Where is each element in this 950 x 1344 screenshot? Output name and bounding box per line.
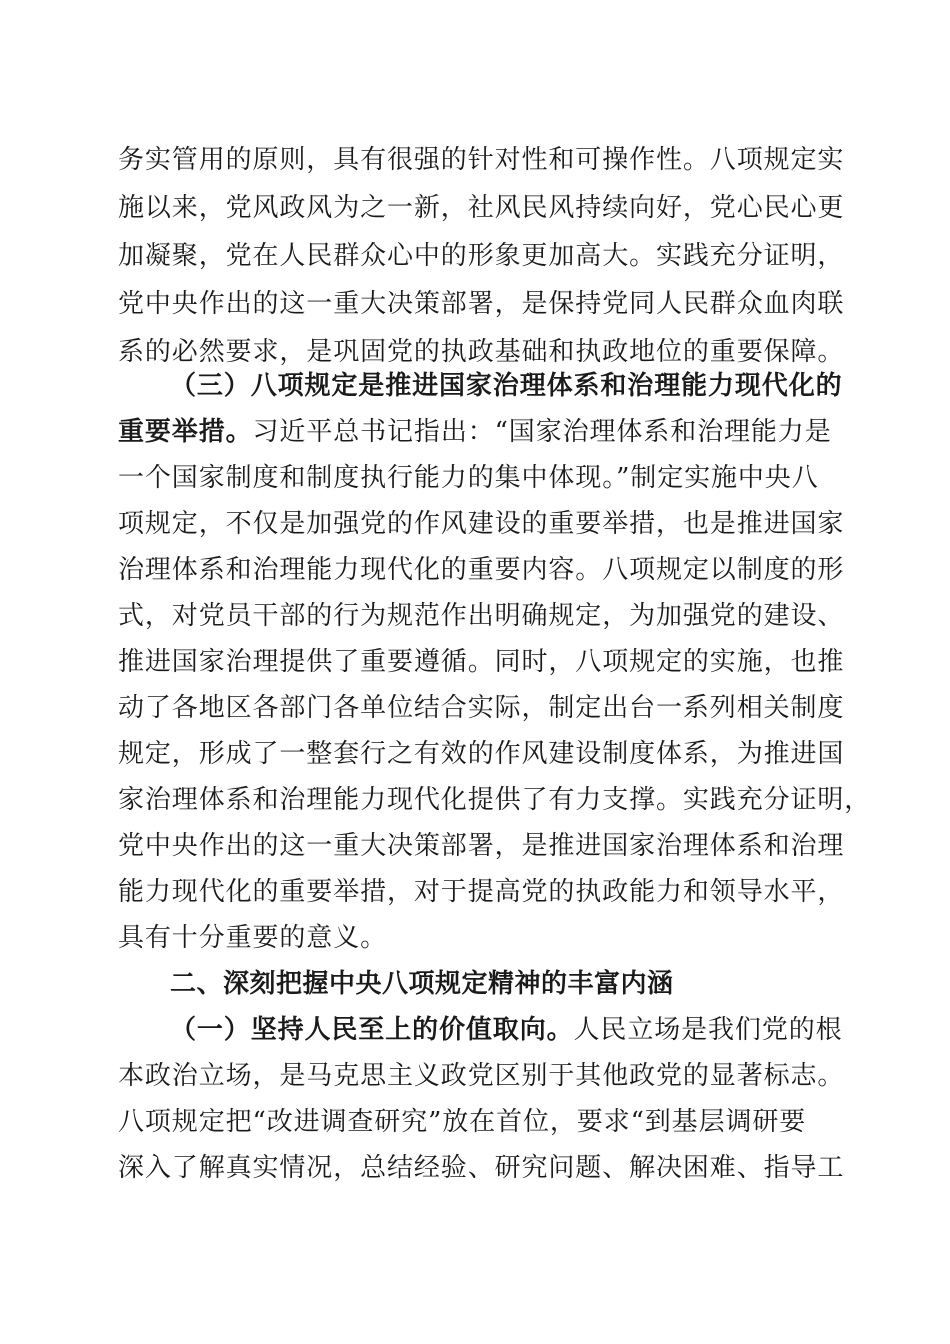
text-line: 深入了解真实情况，总结经验、研究问题、解决困难、指导工 bbox=[118, 1153, 845, 1183]
chapter-heading-2: 二、深刻把握中央八项规定精神的丰富内涵 bbox=[170, 969, 674, 999]
text-line: 动了各地区各部门各单位结合实际，制定出台一系列相关制度 bbox=[118, 693, 845, 723]
text-line: 加凝聚，党在人民群众心中的形象更加高大。实践充分证明， bbox=[118, 241, 845, 271]
text-line: 家治理体系和治理能力现代化提供了有力支撑。实践充分证明， bbox=[118, 785, 872, 815]
text-line: 推进国家治理提供了重要遵循。同时，八项规定的实施，也推 bbox=[118, 647, 845, 677]
text-line: 治理体系和治理能力现代化的重要内容。八项规定以制度的形 bbox=[118, 555, 845, 585]
text-line: 具有十分重要的意义。 bbox=[118, 923, 388, 953]
text-segment: 人民立场是我们党的根 bbox=[573, 1015, 843, 1045]
text-line: 规定，形成了一整套行之有效的作风建设制度体系，为推进国 bbox=[118, 739, 845, 769]
text-line: 务实管用的原则，具有很强的针对性和可操作性。八项规定实 bbox=[118, 145, 845, 175]
text-line: 能力现代化的重要举措，对于提高党的执政能力和领导水平， bbox=[118, 877, 845, 907]
text-line: 一个国家制度和制度执行能力的集中体现。”制定实施中央八 bbox=[118, 463, 819, 493]
text-line bbox=[170, 1010, 843, 1050]
text-line: 本政治立场，是马克思主义政党区别于其他政党的显著标志。 bbox=[118, 1061, 845, 1091]
section-heading-1: （一）坚持人民至上的价值取向。 bbox=[170, 1015, 574, 1045]
text-line: 系的必然要求，是巩固党的执政基础和执政地位的重要保障。 bbox=[118, 337, 845, 367]
text-line: 施以来，党风政风为之一新，社风民风持续向好，党心民心更 bbox=[118, 193, 845, 223]
text-line: 式，对党员干部的行为规范作出明确规定，为加强党的建设、 bbox=[118, 601, 845, 631]
text-segment: 习近平总书记指出：“国家治理体系和治理能力是 bbox=[252, 417, 832, 447]
text-line: 党中央作出的这一重大决策部署，是推进国家治理体系和治理 bbox=[118, 831, 845, 861]
section-heading-3-cont: 重要举措。 bbox=[118, 417, 253, 447]
text-line: 项规定，不仅是加强党的作风建设的重要举措，也是推进国家 bbox=[118, 509, 845, 539]
text-line: 八项规定把“改进调查研究”放在首位，要求“到基层调研要 bbox=[118, 1107, 807, 1137]
text-line: 党中央作出的这一重大决策部署，是保持党同人民群众血肉联 bbox=[118, 289, 845, 319]
text-line bbox=[118, 412, 832, 452]
section-heading-3: （三）八项规定是推进国家治理体系和治理能力现代化的 bbox=[170, 371, 843, 401]
